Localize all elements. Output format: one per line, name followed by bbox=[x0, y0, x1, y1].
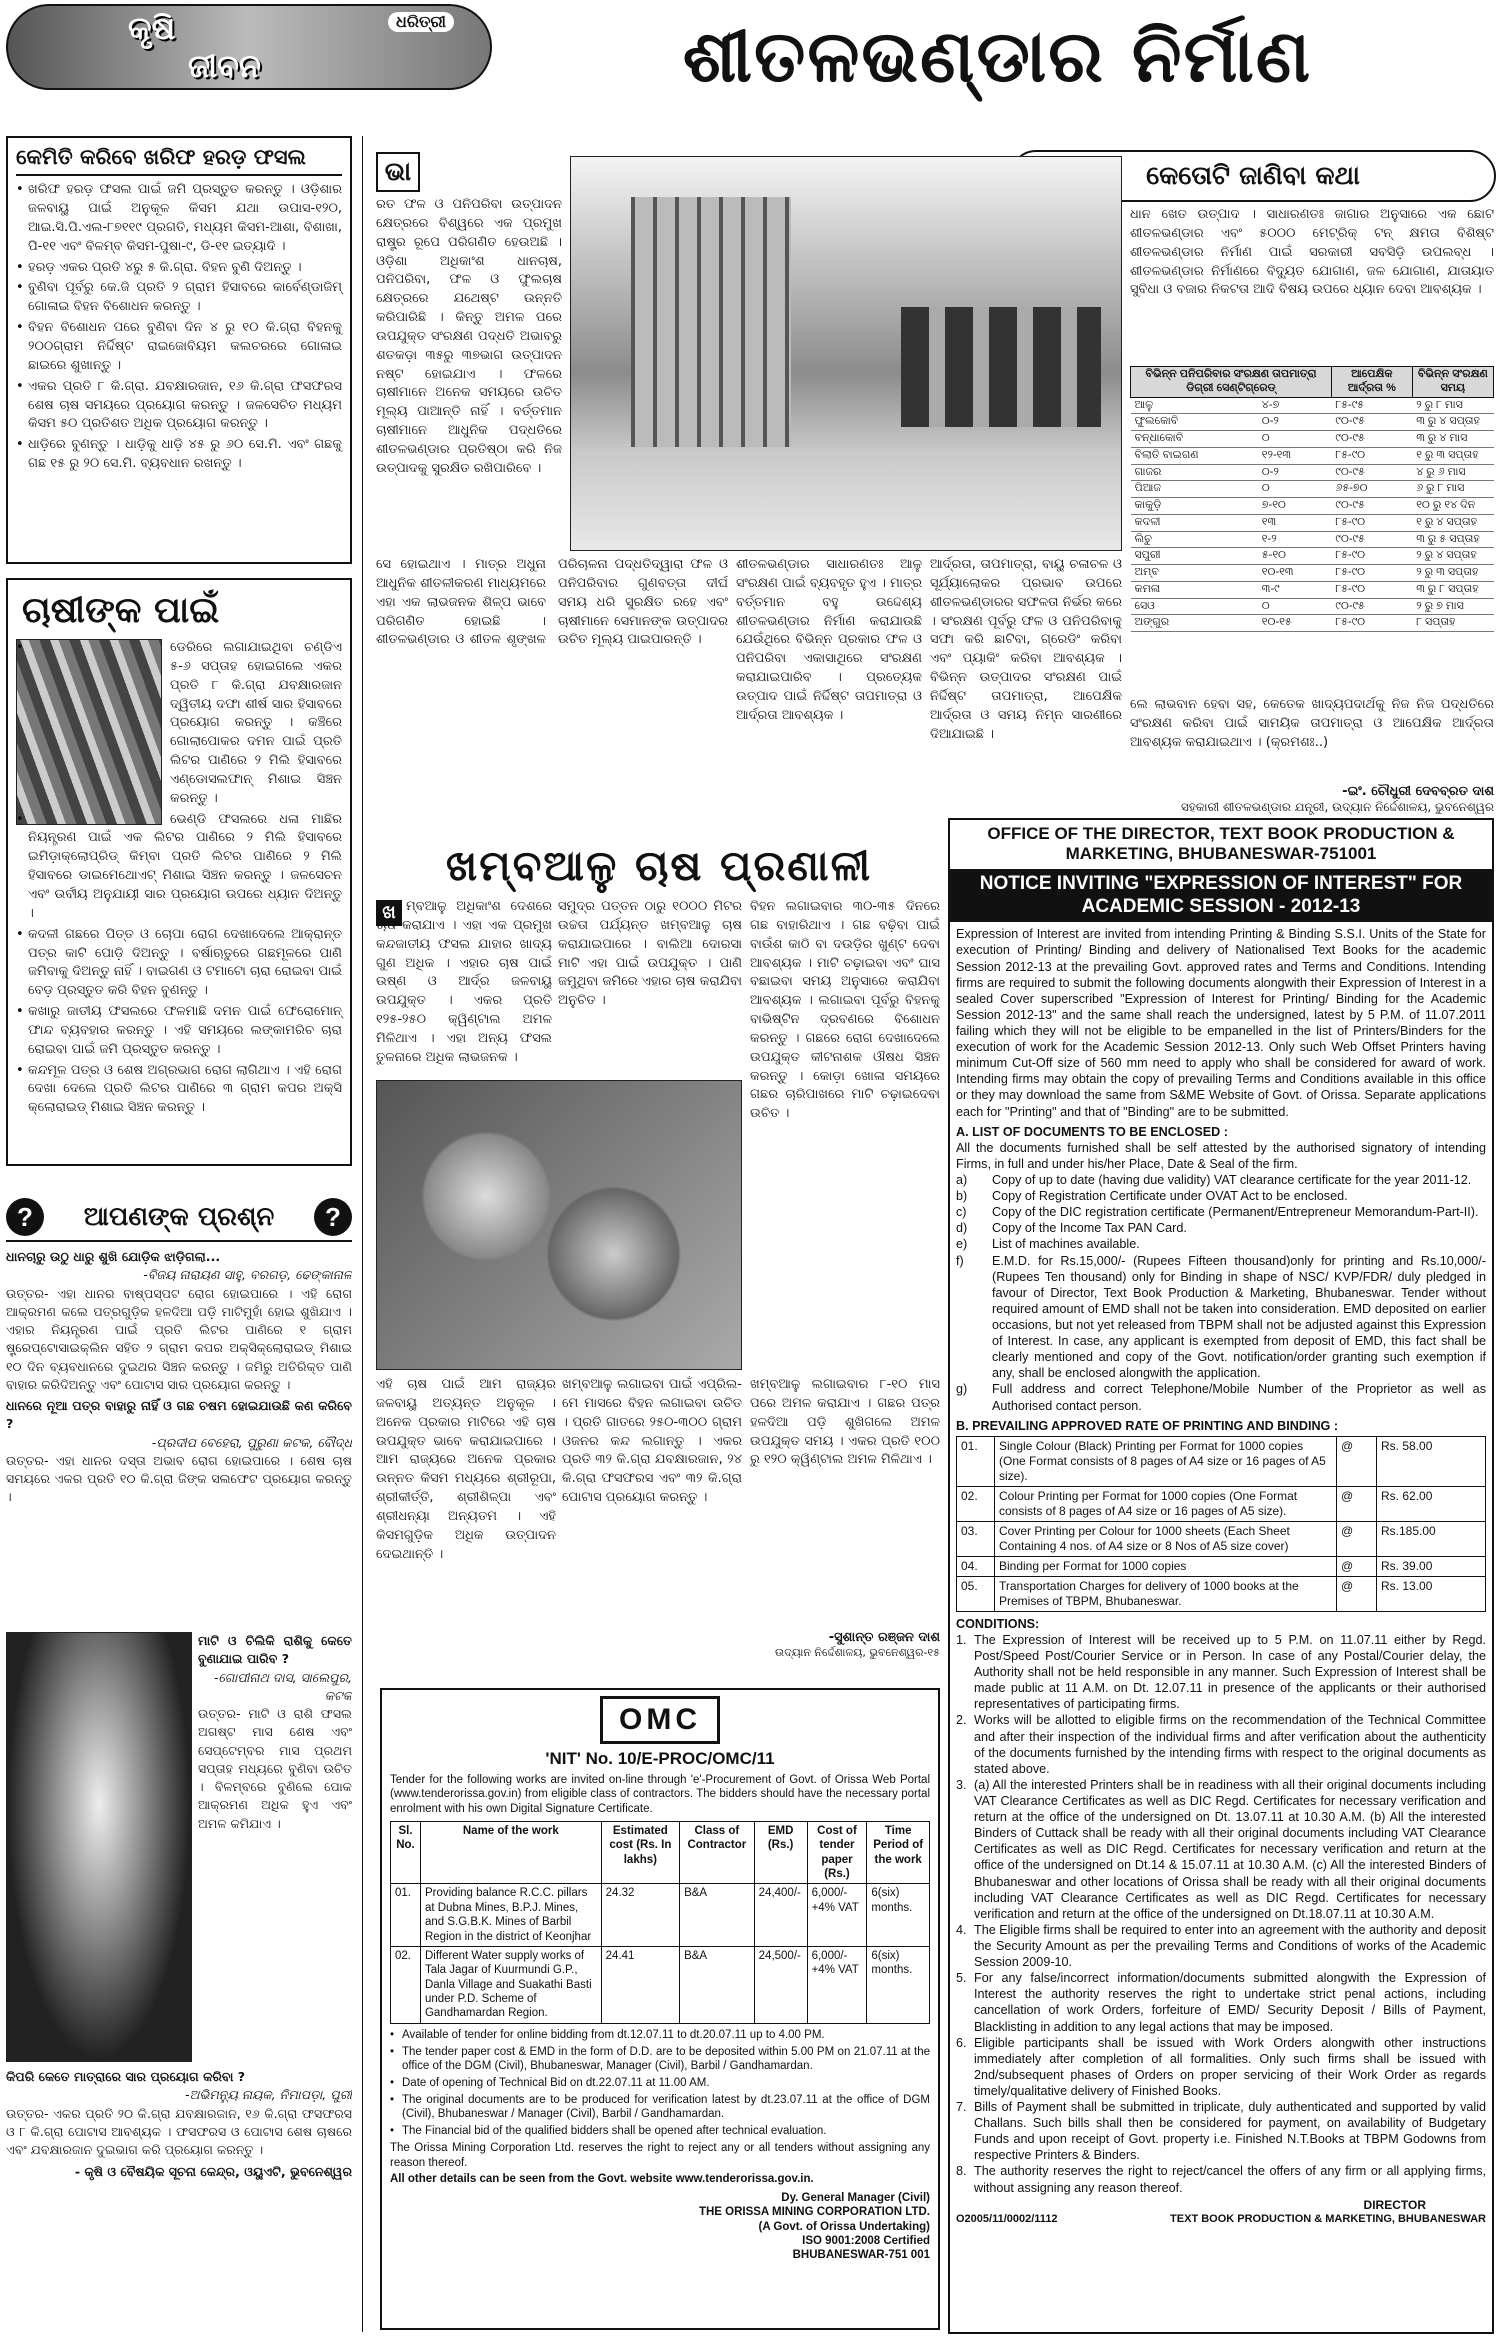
qa-q1-by: -ବିଜୟ ନାରାୟଣ ସାହୁ, ବରଗଡ଼, ଢେଙ୍କାନାଳ bbox=[143, 1267, 352, 1283]
table-cell: ୯୦-୯୫ bbox=[1331, 414, 1412, 431]
table-row bbox=[1131, 464, 1494, 481]
question-mark-icon: ? bbox=[314, 1198, 352, 1236]
rate-row bbox=[957, 1487, 1485, 1522]
rate-at: @ bbox=[1337, 1487, 1377, 1521]
table-header: EMD (Rs.) bbox=[754, 1821, 807, 1884]
qa-q3-by: -ଗୋପୀନାଥ ଦାସ, ସାଲେପୁର, କଟକ bbox=[213, 1669, 352, 1703]
doc-key: f) bbox=[956, 1253, 964, 1268]
omc-sig5: BHUBANESWAR-751 001 bbox=[792, 2249, 930, 2262]
rate-no: 02. bbox=[957, 1487, 995, 1521]
rate-no: 05. bbox=[957, 1577, 995, 1611]
table-cell: ୮୫-୯୦ bbox=[1331, 615, 1412, 632]
cold-col3: ଶୀତଳଭଣ୍ଡାର ସାଧାରଣତଃ ଆଳୁ ସଂରକ୍ଷଣ ପାଇଁ ବ୍ୟବହୃତ ହୁଏ । ମାତ୍ର ବର୍ତ୍ତମାନ ବହୁ ଉଦ୍ଦେଶ୍ୟ ଶୀତଳଭଣ୍ଡାର ନିର୍ମାଣ କରାଯାଉଛି ଯେଉଁଥିରେ ବିଭିନ୍ନ ପ୍ରକାର ଫଳ ଓ ପନିପରିବା ଏକାସାଥିରେ ସଂରକ୍ଷଣ କରାଯାଇପାରିବ । ପ୍ରତ୍ୟେକ ଉତ୍ପାଦ ପାଇଁ ନିର୍ଦ୍ଦିଷ୍ଟ ତାପମାତ୍ରା ଓ ଆର୍ଦ୍ରତା ଆବଶ୍ୟକ । bbox=[736, 557, 922, 723]
condition-no: 7. bbox=[956, 2100, 967, 2115]
qa-a2: ଉତ୍ତର- ଏହା ଧାନର ଦସ୍ତା ଅଭାବ ରୋଗ ହୋଇପାରେ । ଶେଷ ଚାଷ ସମୟରେ ଏକର ପ୍ରତି ୧୦ କି.ଗ୍ରା ଜିଙ୍କ ସଲଫେଟ ପ୍ରୟୋଗ କରନ୍ତୁ । bbox=[6, 1452, 352, 1505]
tbpm-sig-title: DIRECTOR bbox=[1363, 2197, 1426, 2212]
table-cell: ୧ ରୁ ୩ ସପ୍ତାହ bbox=[1412, 447, 1493, 464]
condition-no: 2. bbox=[956, 1713, 967, 1728]
doc-key: d) bbox=[956, 1221, 968, 1236]
table-cell: ୮ ସପ୍ତାହ bbox=[1412, 615, 1493, 632]
omc-sig4: ISO 9001:2008 Certified bbox=[802, 2235, 930, 2248]
yam-bottom-left: ଏହି ଚାଷ ପାଇଁ ଆମ ରାଜ୍ୟର ଜଳବାୟୁ ଅତ୍ୟନ୍ତ ଅନୁକୂଳ । ଅନେକ ପ୍ରକାର ମାଟିରେ ଏହି ଚାଷ ଉପଯୁକ୍ତ ଭାବେ କରାଯାଇପାରେ । ଆମ ରାଜ୍ୟରେ ଅନେକ ପ୍ରକାର ଉନ୍ନତ କିସମ ମଧ୍ୟରେ ଶ୍ରୀରୂପା, ଶ୍ରୀକୀର୍ତ୍ତି, ଶ୍ରୀଶିଳ୍ପା ଏବଂ ଶ୍ରୀଧନ୍ୟା ଅନ୍ୟତମ । ଏହି କିସମଗୁଡ଼ିକ ଅଧିକ ଉତ୍ପାଦନ ଦେଇଥାନ୍ତି । bbox=[376, 1377, 556, 1562]
table-cell: ୩-୯ bbox=[1258, 581, 1332, 598]
qa-q2: ଧାନରେ ନୂଆ ପତ୍ର ବାହାରୁ ନାହିଁ ଓ ଗଛ ଚଷମ ହୋଇଯାଉଛି କଣ କରିବେ ? bbox=[6, 1398, 352, 1432]
rate-amount: Rs. 13.00 bbox=[1381, 1578, 1433, 1593]
condition-item bbox=[956, 1712, 1486, 1776]
list-item: • ଖରିଫ ହରଡ଼ ଫସଲ ପାଇଁ ଜମି ପ୍ରସ୍ତୁତ କରନ୍ତୁ । ଓଡ଼ିଶାର ଜଳବାୟୁ ପାଇଁ ଅନୁକୂଳ କିସମ ଯଥା ଉପାସ-୧୨୦, ଆଇ.ସି.ପି.ଏଲ-୮୭୧୧୯ ପ୍ରଗତି, ମଧ୍ୟମ କିସମ-ଆଶା, ବିଶାଖା, ପି-୧୧ ଏବଂ ବିଳମ୍ବ କିସମ-ପୁଷା-୯, ଡି-୧୧ ଇତ୍ୟାଦି । bbox=[16, 181, 342, 256]
condition-no: 4. bbox=[956, 1922, 967, 1937]
rate-no: 03. bbox=[957, 1522, 995, 1556]
list-item: • ଏକର ପ୍ରତି ୮ କି.ଗ୍ରା. ଯବକ୍ଷାରଜାନ, ୧୬ କି.ଗ୍ରା ଫସଫରସ ଶେଷ ଚାଷ ସମୟରେ ପ୍ରୟୋଗ କରନ୍ତୁ । ଜଳସେଚିତ ମଧ୍ୟମ କିସମ ୫୦ ପ୍ରତିଶତ ଅଧିକ ପ୍ରୟୋଗ କରନ୍ତୁ । bbox=[16, 378, 342, 435]
table-row bbox=[1131, 514, 1494, 531]
rate-amount: Rs. 62.00 bbox=[1381, 1488, 1433, 1503]
table-cell: ୪-୭ bbox=[1258, 397, 1332, 414]
rate-row bbox=[957, 1577, 1485, 1612]
tbpm-rates-title: B. PREVAILING APPROVED RATE OF PRINTING AND BINDING : bbox=[956, 1418, 1339, 1433]
rate-desc: Transportation Charges for delivery of 1000 books at the Premises of TBPM, Bhubaneswar. bbox=[995, 1577, 1337, 1611]
omc-sig3: (A Govt. of Orissa Undertaking) bbox=[758, 2220, 930, 2233]
table-cell: ସପୁରୀ bbox=[1131, 548, 1258, 565]
table-header: ଆପେକ୍ଷିକ ଆର୍ଦ୍ରତା % bbox=[1331, 367, 1412, 398]
omc-notes bbox=[390, 2028, 930, 2139]
table-cell: ଆଳୁ bbox=[1131, 397, 1258, 414]
condition-text: Bills of Payment shall be submitted in triplicate, duly authenticated and supported by valid Challans. Such bills shall then be considered for payment, on availability of Budgetary Funds and upon receipt of Govt. property i.e. Finished N.T.Books at TBPM Godowns from respective Printers & Binders. bbox=[974, 2100, 1486, 2163]
table-cell: ୮୫-୯୦ bbox=[1331, 565, 1412, 582]
table-cell: ୨ ରୁ ୩ ସପ୍ତାହ bbox=[1412, 565, 1493, 582]
rate-at: @ bbox=[1337, 1557, 1377, 1576]
table-cell: ଅମ୍ବ bbox=[1131, 565, 1258, 582]
qa-a4: ଉତ୍ତର- ଏକର ପ୍ରତି ୨୦ କି.ଗ୍ରା ଯବକ୍ଷାରଜାନ, ୧୬ କି.ଗ୍ରା ଫସଫରସ ଓ ୮ କି.ଗ୍ରା ପୋଟାସ ଆବଶ୍ୟକ । ଫସଫରସ ଓ ପୋଟାସ ଶେଷ ଚାଷରେ ଏବଂ ଯବକ୍ଷାରଜାନ ଦୁଇଭାଗ କରି ପ୍ରୟୋଗ କରନ୍ତୁ । bbox=[6, 2105, 352, 2157]
doc-text: Copy of up to date (having due validity) VAT clearance certificate for the year 2011-12. bbox=[992, 1173, 1472, 1188]
table-cell: କମଳା bbox=[1131, 581, 1258, 598]
table-cell: ୧ ରୁ ୪ ସପ୍ତାହ bbox=[1412, 514, 1493, 531]
condition-text: The Expression of Interest will be received up to 5 P.M. on 11.07.11 either by Regd. Post/Speed Post/Courier Service or in Person. In case of any Postal/Courier delay, the Authority shall not be held responsible in any manner. Such Expression of Interest shall be made public at 11 A.M. on Dt. 12.07.11 in presence of the applicants or their authorised representatives of participating firms. bbox=[974, 1632, 1486, 1712]
table-row bbox=[1131, 565, 1494, 582]
sub-banner: କେତୋଟି ଜାଣିବା କଥା bbox=[1010, 150, 1496, 202]
rate-desc: Single Colour (Black) Printing per Format for 1000 copies (One Format consists of 8 pages of A4 size or 16 pages of A5 size). bbox=[995, 1437, 1337, 1486]
tbpm-conditions bbox=[956, 1632, 1486, 2196]
qa-q4-by: -ଅଭିମନ୍ୟୁ ନାୟକ, ନିମାପଡ଼ା, ପୁରୀ bbox=[184, 2087, 352, 2103]
table-cell: ୯୦-୯୫ bbox=[1331, 531, 1412, 548]
table-row bbox=[1131, 447, 1494, 464]
main-title: ଶୀତଳଭଣ୍ଡାର ନିର୍ମାଣ bbox=[682, 14, 1313, 98]
table-cell: 01. bbox=[391, 1884, 421, 1947]
table-cell: ୩ ରୁ ୪ ସପ୍ତାହ bbox=[1412, 414, 1493, 431]
yam-bottom-right: ଖମ୍ବଆଳୁ ଲଗାଇବାର ୮-୧୦ ମାସ ପରେ ଅମଳ କରାଯାଏ । ଗଛର ପତ୍ର ହଳଦିଆ ପଡ଼ି ଶୁଖିଗଲେ ଅମଳ ଉପଯୁକ୍ତ ସମୟ । ଏକର ପ୍ରତି ୧୦୦ ରୁ ୧୨୦ କ୍ୱିଣ୍ଟାଲ ଅମଳ ମିଳିଥାଏ । bbox=[750, 1377, 940, 1468]
qa-q3: ମାଟି ଓ ଚିଲିକି ରାଶିକୁ କେତେ ବୁଣାଯାଇ ପାରିବ ? bbox=[198, 1633, 352, 1667]
tbpm-code: O2005/11/0002/1112 bbox=[956, 2212, 1058, 2225]
cold-byline: -ଇଂ. ଚୌଧୁରୀ ଦେବବ୍ରତ ଦାଶ bbox=[1342, 784, 1494, 799]
masthead-logo bbox=[6, 4, 492, 90]
table-cell: ୨ ରୁ ୪ ସପ୍ତାହ bbox=[1412, 548, 1493, 565]
condition-text: Eligible participants shall be issued with Work Orders alongwith other instructions immediately after completion of all formalities. Only such firms shall be issued with 2nd/subsequent phases of Orders on proper servicing of their Work Order as regards timely/qualitative delivery of Finished Books. bbox=[974, 2035, 1486, 2098]
tbpm-docs-intro: All the documents furnished shall be self attested by the authorised signatory of intending Firms, in full and under his/her Place, Date & Seal of the firm. bbox=[956, 1140, 1486, 1171]
yam-mid: ସମୁଦ୍ର ପତ୍ତନ ଠାରୁ ୧୦୦୦ ମିଟର ଉଚ୍ଚତା ପର୍ଯ୍ୟନ୍ତ ଖମ୍ବଆଳୁ ଚାଷ କରାଯାଇପାରେ । ବାଲିଆ ଦୋରସା ମାଟି ଏହା ପାଇଁ ଉପଯୁକ୍ତ । ପାଣି ଜମୁଥିବା ଜମିରେ ଏହାର ଚାଷ କରାଯିବା ଅନୁଚିତ । bbox=[558, 899, 742, 1009]
table-cell: ୭-୧୦ bbox=[1258, 498, 1332, 515]
table-cell: ୦-୨ bbox=[1258, 464, 1332, 481]
condition-item bbox=[956, 1632, 1486, 1713]
condition-item bbox=[956, 2099, 1486, 2163]
table-header: Cost of tender paper (Rs.) bbox=[807, 1821, 867, 1884]
doc-item bbox=[956, 1253, 1486, 1382]
kharif-box bbox=[6, 136, 352, 564]
table-cell: ୮୫-୯୦ bbox=[1331, 548, 1412, 565]
condition-item bbox=[956, 1777, 1486, 1922]
table-cell: ପିଆଜ bbox=[1131, 481, 1258, 498]
list-item: • କଦଳୀ ଗଛରେ ପିତ୍ତ ଓ ଚୋପା ରୋଗ ଦେଖାଦେଲେ ଆକ୍ରାନ୍ତ ପତ୍ର କାଟି ପୋଡ଼ି ଦିଅନ୍ତୁ । ବର୍ଷାଋତୁରେ ଗଛମୂଳରେ ପାଣି ଜମିବାକୁ ଦିଅନ୍ତୁ ନାହିଁ । ବାଇଗଣ ଓ ଟମାଟୋ ଚାରା ରୋଇବା ପାଇଁ ବେଡ଼ ପ୍ରସ୍ତୁତ କରି ବିହନ ବୁଣନ୍ତୁ । bbox=[16, 926, 342, 1001]
list-item: • କଖାରୁ ଜାତୀୟ ଫସଲରେ ଫଳମାଛି ଦମନ ପାଇଁ ଫେରୋମୋନ୍ ଫାନ୍ଦ ବ୍ୟବହାର କରନ୍ତୁ । ଏହି ସମୟରେ ଲଙ୍କାମରିଚ ଚାରା ରୋଇବା ପାଇଁ ଜମି ପ୍ରସ୍ତୁତ କରନ୍ତୁ । bbox=[16, 1003, 342, 1060]
logo-bottom: ଜୀବନ bbox=[188, 47, 261, 85]
yam-bottom-mid: ଖମ୍ବଆଳୁ ଲଗାଇବା ପାଇଁ ଏପ୍ରିଲ-ମେ ମାସରେ ବିହନ ଲଗାଇବା ଉଚିତ । ପ୍ରତି ଗାତରେ ୨୫୦-୩୦୦ ଗ୍ରାମ ଓଜନର କନ୍ଦ ଲଗାନ୍ତୁ । ଏକର ପ୍ରତି ୩୨ କି.ଗ୍ରା ଯବକ୍ଷାରଜାନ, ୨୪ କି.ଗ୍ରା ଫସଫରସ ଏବଂ ୩୨ କି.ଗ୍ରା ପୋଟାସ ପ୍ରୟୋଗ କରନ୍ତୁ । bbox=[562, 1377, 742, 1506]
table-cell: 24,400/- bbox=[754, 1884, 807, 1947]
rate-at: @ bbox=[1337, 1577, 1377, 1611]
doc-item bbox=[956, 1381, 1486, 1413]
tbpm-cond-title: CONDITIONS: bbox=[956, 1616, 1040, 1631]
qa-credit: - କୃଷି ଓ ବୈଷୟିକ ସୂଚନା କେନ୍ଦ୍ର, ଓୟୁଏଟି, ଭୁବନେଶ୍ୱର bbox=[74, 2164, 352, 2180]
list-item: • ବିହନ ବିଶୋଧନ ପରେ ବୁଣିବା ଦିନ ୪ ରୁ ୧୦ କି.ଗ୍ରା ବିହନକୁ ୨୦୦ଗ୍ରାମ ନିର୍ଦ୍ଦିଷ୍ଟ ରାଇଜୋବିୟମ କଲଚରରେ ଗୋଳାଇ ଛାଇରେ ଶୁଖାନ୍ତୁ । bbox=[16, 319, 342, 376]
table-header: ବିଭିନ୍ନ ସଂରକ୍ଷଣ ସମୟ bbox=[1412, 367, 1493, 398]
list-item: • ବୁଣିବା ପୂର୍ବରୁ କେ.ଜି ପ୍ରତି ୨ ଗ୍ରାମ ହିସାବରେ କାର୍ବେଣ୍ଡାଜିମ୍ ଗୋଳାଇ ବିହନ ବିଶୋଧନ କରନ୍ତୁ । bbox=[16, 279, 342, 317]
table-cell: 24.41 bbox=[601, 1946, 679, 2023]
doc-text: Copy of the DIC registration certificate (Permanent/Entrepreneur Memorandum-Part-II). bbox=[992, 1205, 1479, 1220]
column-divider bbox=[362, 136, 363, 2332]
doc-item bbox=[956, 1220, 1486, 1236]
logo-tag: ଧରିତ୍ରୀ bbox=[388, 12, 454, 32]
table-cell: ୩ ରୁ ୪ ମାସ bbox=[1412, 431, 1493, 448]
condition-no: 3. bbox=[956, 1777, 967, 1792]
table-cell: 02. bbox=[391, 1946, 421, 2023]
list-item: • Available of tender for online bidding from dt.12.07.11 to dt.20.07.11 up to 4.00 PM. bbox=[390, 2028, 930, 2043]
rate-row bbox=[957, 1437, 1485, 1487]
table-row bbox=[1131, 548, 1494, 565]
table-cell: 6(six) months. bbox=[867, 1884, 930, 1947]
table-cell: ୮୫-୯୦ bbox=[1331, 514, 1412, 531]
table-header: Estimated cost (Rs. In lakhs) bbox=[601, 1821, 679, 1884]
rate-at: @ bbox=[1337, 1522, 1377, 1556]
question-mark-icon: ? bbox=[6, 1198, 44, 1236]
logo-top: କୃଷି bbox=[128, 9, 176, 47]
qa-a3: ଉତ୍ତର- ମାଟି ଓ ରାଶି ଫସଲ ଅଗଷ୍ଟ ମାସ ଶେଷ ଏବଂ ସେପ୍ଟେମ୍ବର ମାସ ପ୍ରଥମ ସପ୍ତାହ ମଧ୍ୟରେ ବୁଣିବା ଉଚିତ । ବିଳମ୍ବରେ ବୁଣିଲେ ପୋକ ଆକ୍ରମଣ ଅଧିକ ହୁଏ ଏବଂ ଅମଳ କମିଯାଏ । bbox=[198, 1706, 352, 1831]
cold-right-bottom: ଲେ ଲାଭବାନ ହେବା ସହ, କେତେକ ଖାଦ୍ୟପଦାର୍ଥକୁ ନିଜ ନିଜ ପଦ୍ଧତିରେ ସଂରକ୍ଷଣ କରିବା ପାଇଁ ସାମୟିକ ତାପମାତ୍ରା ଓ ଆପେକ୍ଷିକ ଆର୍ଦ୍ରତା ଆବଶ୍ୟକ କରାଯାଇଥାଏ । (କ୍ରମଶଃ..) bbox=[1130, 697, 1494, 750]
doc-item bbox=[956, 1188, 1486, 1204]
table-header: Sl. No. bbox=[391, 1821, 421, 1884]
table-cell: ୧୦ ରୁ ୧୪ ଦିନ bbox=[1412, 498, 1493, 515]
list-item: • The Financial bid of the qualified bidders shall be opened after technical evaluation. bbox=[390, 2124, 930, 2139]
condition-no: 8. bbox=[956, 2164, 967, 2179]
table-cell: 6,000/- +4% VAT bbox=[807, 1884, 867, 1947]
table-header: Name of the work bbox=[420, 1821, 601, 1884]
table-row bbox=[1131, 531, 1494, 548]
omc-reserve: The Orissa Mining Corporation Ltd. reserves the right to reject any or all tenders without assigning any reason thereof. bbox=[390, 2141, 930, 2169]
yam-byline-role: ଉଦ୍ୟାନ ନିର୍ଦ୍ଦେଶାଳୟ, ଭୁବନେଶ୍ୱର-୧୫ bbox=[775, 1646, 940, 1660]
omc-logo: OMC bbox=[600, 1696, 720, 1744]
cold-byline-role: ସହକାରୀ ଶୀତଳଭଣ୍ଡାର ଯନ୍ତ୍ରୀ, ଉଦ୍ୟାନ ନିର୍ଦ୍ଦେଶାଳୟ, ଭୁବନେଶ୍ୱର bbox=[1181, 800, 1494, 815]
table-cell: ୨ ରୁ ୭ ମାସ bbox=[1412, 598, 1493, 615]
doc-key: a) bbox=[956, 1173, 968, 1188]
table-row bbox=[1131, 615, 1494, 632]
table-cell: ୮୫-୯୫ bbox=[1331, 397, 1412, 414]
tbpm-intro: Expression of Interest are invited from intending Printing & Binding S.S.I. Units of the State for execution of Printing/ Binding and delivery of Nationalised Text Books for the academic Session 2012-13 at the prevailing Govt. approved rates and Terms and Conditions. Intending firms are required to submit the following documents alongwith their Expression of Interest in a sealed Cover superscribed "Expression of Interest for Printing/ Binding for the Academic Session 2012-13" and the same shall reach the undersigned, latest by 5 P.M. of 11.07.2011 failing which they will not be eligible to be empanelled in the list of Printers/Binders for the execution of work for the Academic Session 2012-13. Only such Web Offset Printers having minimum Cut-Off size of 560 mm need to apply who shall be considered for award of work. Intending firms may obtain the copy of prevailing Terms and Conditions available in this office or they may download the same from S&ME Website of Govt. of Orissa. Separate applications each for "Printing" and that of "Binding" are to be submitted. bbox=[956, 927, 1486, 1119]
cold-col2: ସେ ହୋଇଥାଏ । ମାତ୍ର ଅଧୁନା ଆଧୁନିକ ଶୀତଳୀକରଣ ମାଧ୍ୟମରେ ଏହା ଏକ ଲାଭଜନକ ଶିଳ୍ପ ଭାବେ ପରିଗଣିତ ହୋଇଛି । ଶୀତଳଭଣ୍ଡାର ଓ ଶୀତଳ ଶୃଙ୍ଖଳ ପରିଚାଳନା ପଦ୍ଧତିଦ୍ୱାରା ଫଳ ଓ ପନିପରିବାର ଗୁଣବତ୍ତା ଦୀର୍ଘ ସମୟ ଧରି ସୁରକ୍ଷିତ ରହେ ଏବଂ ଚାଷୀମାନେ ସେମାନଙ୍କ ଉତ୍ପାଦର ଉଚିତ ମୂଲ୍ୟ ପାଇପାରନ୍ତି । bbox=[376, 557, 728, 648]
table-cell: 24,500/- bbox=[754, 1946, 807, 2023]
omc-table bbox=[390, 1821, 930, 2024]
yam-byline-box bbox=[750, 1630, 940, 1676]
condition-item bbox=[956, 2035, 1486, 2099]
cold-storage-photo bbox=[570, 156, 1122, 551]
doc-key: c) bbox=[956, 1205, 967, 1220]
yam-title: ଖମ୍ବଆଳୁ ଚାଷ ପ୍ରଣାଳୀ bbox=[445, 841, 873, 890]
qa-side bbox=[198, 1632, 352, 2062]
rate-desc: Cover Printing per Colour for 1000 sheets (Each Sheet Containing 4 nos. of A4 size or 8 Nos of A5 size cover) bbox=[995, 1522, 1337, 1556]
cold-col4: ଆର୍ଦ୍ରତା, ତାପମାତ୍ରା, ବାୟୁ ଚଳାଚଳ ଓ ସୂର୍ଯ୍ୟାଲୋକର ପ୍ରଭାବ ଉପରେ ଶୀତଳଭଣ୍ଡାରର ସଫଳତା ନିର୍ଭର କରେ । ସଂରକ୍ଷଣ ପୂର୍ବରୁ ଫଳ ଓ ପନିପରିବାକୁ ସଫା କରି ଛାଟିବା, ଗ୍ରେଡିଂ କରିବା ଏବଂ ପ୍ୟାକିଂ କରିବା ଆବଶ୍ୟକ । ବିଭିନ୍ନ ଉତ୍ପାଦର ସଂରକ୍ଷଣ ପାଇଁ ନିର୍ଦ୍ଦିଷ୍ଟ ତାପମାତ୍ରା, ଆପେକ୍ଷିକ ଆର୍ଦ୍ରତା ଓ ସମୟ ନିମ୍ନ ସାରଣୀରେ ଦିଆଯାଇଛି । bbox=[930, 557, 1122, 742]
qa-bottom bbox=[6, 2068, 352, 2330]
table-cell: ୧୩ bbox=[1258, 514, 1332, 531]
doc-text: E.M.D. for Rs.15,000/- (Rupees Fifteen thousand)only for printing and Rs.10,000/- (Rupees Ten thousand) only for Binding in shape of NSC/ KVP/FDR/ duly pledged in favour of Director, Text Book Production & Marketing, Bhubaneswar. Tender without required amount of EMD shall not be taken into consideration. EMD deposited on earlier occasions, but not yet released from TBPM shall not be adjusted against this Expression of Interest. In case, any applicant is exempted from deposit of EMD, this fact shall be clearly mentioned and copy of the Govt. notification/order granting such exemption if any, shall be enclosed alongwith the application. bbox=[992, 1253, 1486, 1381]
omc-tender bbox=[380, 1688, 940, 2330]
condition-item bbox=[956, 2163, 1486, 2195]
doc-item bbox=[956, 1204, 1486, 1220]
cold-col1: ରତ ଫଳ ଓ ପନିପରିବା ଉତ୍ପାଦନ କ୍ଷେତ୍ରରେ ବିଶ୍ୱରେ ଏକ ପ୍ରମୁଖ ରାଷ୍ଟ୍ର ରୂପେ ପରିଗଣିତ ହେଉଅଛି । ଓଡ଼ିଶା ଅଧିକାଂଶ ଧାନଚାଷ, ପନିପରିବା, ଫଳ ଓ ଫୁଲଚାଷ କ୍ଷେତ୍ରରେ ଯଥେଷ୍ଟ ଉନ୍ନତି କରିପାରିଛି । କିନ୍ତୁ ଅମଳ ପରେ ଉପଯୁକ୍ତ ସଂରକ୍ଷଣ ପଦ୍ଧତି ଅଭାବରୁ ଶତକଡ଼ା ୩୫ରୁ ୩୭ଭାଗ ଉତ୍ପାଦନ ନଷ୍ଟ ହୋଇଯାଏ । ଫଳରେ ଚାଷୀମାନେ ଅନେକ ସମୟରେ ଉଚିତ ମୂଲ୍ୟ ପାଆନ୍ତି ନାହିଁ । ବର୍ତ୍ତମାନ ଚାଷୀମାନେ ଆଧୁନିକ ପଦ୍ଧତିରେ ଶୀତଳଭଣ୍ଡାର ପ୍ରତିଷ୍ଠା କରି ନିଜ ଉତ୍ପାଦକୁ ସୁରକ୍ଷିତ ରଖିପାରିବେ । bbox=[376, 197, 562, 476]
list-item: • ଡେରିରେ ଲଗାଯାଇଥିବା ଚଣ୍ଡିଏ ୫-୬ ସପ୍ତାହ ହୋଇଗଲେ ଏକର ପ୍ରତି ୮ କି.ଗ୍ରା ଯବକ୍ଷାରଜାନ ଦ୍ୱିତୀୟ ଦଫା ଶୀର୍ଷ ସାର ହିସାବରେ ପ୍ରୟୋଗ କରନ୍ତୁ । କଞ୍ଚିରେ ଗୋଲାପୋକର ଦମନ ପାଇଁ ପ୍ରତି ଲିଟର ପାଣିରେ ୨ ମିଲି ହିସାବରେ ଏଣ୍ଡୋସଲଫାନ୍ ମିଶାଇ ସିଞ୍ଚନ କରନ୍ତୁ । bbox=[16, 639, 342, 809]
table-row bbox=[391, 1884, 930, 1947]
table-cell: କାକୁଡ଼ି bbox=[1131, 498, 1258, 515]
condition-item bbox=[956, 1922, 1486, 1970]
table-cell: ୬୫-୭୦ bbox=[1331, 481, 1412, 498]
doc-text: List of machines available. bbox=[992, 1237, 1140, 1252]
tbpm-rates bbox=[956, 1436, 1486, 1612]
table-cell: ବିଲାତି ବାଇଗଣ bbox=[1131, 447, 1258, 464]
rate-row bbox=[957, 1557, 1485, 1577]
rate-desc: Colour Printing per Format for 1000 copies (One Format consists of 8 pages of A4 size or 16 pages of A5 size). bbox=[995, 1487, 1337, 1521]
table-cell: 6(six) months. bbox=[867, 1946, 930, 2023]
qa-q2-by: -ପ୍ରଦୀପ ବେହେରା, ପୁରୁଣା କଟକ, ବୌଦ୍ଧ bbox=[151, 1434, 352, 1450]
doc-key: g) bbox=[956, 1382, 968, 1397]
condition-no: 5. bbox=[956, 1971, 967, 1986]
table-row bbox=[391, 1946, 930, 2023]
list-item: • ହରଡ଼ ଏକର ପ୍ରତି ୪ରୁ ୫ କି.ଗ୍ରା. ବିହନ ବୁଣି ଦିଅନ୍ତୁ । bbox=[16, 259, 342, 278]
omc-website: All other details can be seen from the Govt. website www.tenderorissa.gov.in. bbox=[390, 2173, 814, 2186]
table-row bbox=[1131, 431, 1494, 448]
table-header: Time Period of the work bbox=[867, 1821, 930, 1884]
table-row bbox=[1131, 481, 1494, 498]
list-item: • The original documents are to be produced for verification latest by dt.23.07.11 at the office of DGM (Civil), Bhubaneswar / Manager (Civil), Barbil / Gandhamardan. bbox=[390, 2093, 930, 2122]
omc-intro: Tender for the following works are invited on-line through 'e'-Procurement of Govt. of Orissa Web Portal (www.tenderorissa.gov.in) from eligible class of contractors. The bidders should have the necessary portal enrolment with his own Digital Signature Certificate. bbox=[390, 1773, 930, 1816]
condition-text: Works will be allotted to eligible firms on the recommendation of the Technical Committee and after their inspection of the individual firms and after verification about the authenticity of the documents furnished by the intending firms with respect to the original documents as stated above. bbox=[974, 1713, 1486, 1776]
list-item: • ଧାଡ଼ିରେ ବୁଣନ୍ତୁ । ଧାଡ଼ିକୁ ଧାଡ଼ି ୪୫ ରୁ ୬୦ ସେ.ମି. ଏବଂ ଗଛକୁ ଗଛ ୧୫ ରୁ ୨୦ ସେ.ମି. ବ୍ୟବଧାନ ରଖନ୍ତୁ । bbox=[16, 436, 342, 474]
table-cell: ୩ ରୁ ୫ ସପ୍ତାହ bbox=[1412, 531, 1493, 548]
yam-byline: -ସୁଶାନ୍ତ ରଞ୍ଜନ ଦାଶ bbox=[828, 1630, 940, 1645]
condition-item bbox=[956, 1970, 1486, 2034]
condition-text: The authority reserves the right to reject/cancel the offers of any firm or all applying firms, without assigning any reason thereof. bbox=[974, 2164, 1486, 2195]
table-cell: ଅଙ୍ଗୁର bbox=[1131, 615, 1258, 632]
table-cell: ୪ ରୁ ୬ ମାସ bbox=[1412, 464, 1493, 481]
table-row bbox=[1131, 498, 1494, 515]
qa-a1: ଉତ୍ତର- ଏହା ଧାନର ବାଷ୍ପସ୍ପଟ ରୋଗ ହୋଇପାରେ । ଏହି ରୋଗ ଆକ୍ରମଣ କଲେ ପତ୍ରଗୁଡ଼ିକ ହଳଦିଆ ପଡ଼ି ମାଟିମୁହାଁ ହୋଇ ଶୁଖିଯାଏ । ଏହାର ନିୟନ୍ତ୍ରଣ ପାଇଁ ପ୍ରତି ଲିଟର ପାଣିରେ ୧ ଗ୍ରାମ ଷ୍ଟ୍ରେପ୍ଟୋସାଇକ୍ଲିନ ସହିତ ୨ ଗ୍ରାମ କପର ଅକ୍ସିକ୍ଲୋରାଇଡ୍ ମିଶାଇ ୧୦ ଦିନ ବ୍ୟବଧାନରେ ଦୁଇଥର ସିଞ୍ଚନ କରନ୍ତୁ । ଜମିରୁ ଅତିରିକ୍ତ ପାଣି ବାହାର କରିଦିଅନ୍ତୁ ଏବଂ ପୋଟାସ ସାର ପ୍ରୟୋଗ କରନ୍ତୁ । bbox=[6, 1285, 352, 1392]
table-cell: ୧୦-୧୫ bbox=[1258, 615, 1332, 632]
table-cell: ୮୫-୯୦ bbox=[1331, 581, 1412, 598]
farmers-box bbox=[6, 578, 352, 1166]
table-row bbox=[1131, 598, 1494, 615]
table-cell: ବନ୍ଧାକୋବି bbox=[1131, 431, 1258, 448]
table-cell: ସେଓ bbox=[1131, 598, 1258, 615]
table-cell: ୧୦-୧୩ bbox=[1258, 565, 1332, 582]
cold-drop-cap: ଭା bbox=[376, 152, 420, 192]
tbpm-docs-title: A. LIST OF DOCUMENTS TO BE ENCLOSED : bbox=[956, 1124, 1228, 1139]
storage-table-box bbox=[1130, 366, 1494, 692]
condition-text: For any false/incorrect information/documents submitted alongwith the Expression of Interest the authority reserves the right to undertake strict penal actions, including cancellation of work Orders, forfeiture of EMD/ Security Deposit / Bills of Payment, Blacklisting in addition to any legal actions that may be imposed. bbox=[974, 1971, 1486, 2034]
qa-q1: ଧାନଚାରୁ ଉଠୁ ଧାରୁ ଶୁଖି ଯୋଡ଼ିକ ଝାଡ଼ିଗଲା... bbox=[6, 1249, 221, 1264]
table-cell: Different Water supply works of Tala Jagar of Kuurmundi G.P., Danla Village and Suakathi Basti under P.D. Scheme of Gandhamardan Region. bbox=[420, 1946, 601, 2023]
condition-text: The Eligible firms shall be required to enter into an agreement with the authority and deposit the Security Amount as per the prevailing Terms and Conditions of works of the Academic Session 2009-10. bbox=[974, 1922, 1486, 1970]
rate-at: @ bbox=[1337, 1437, 1377, 1486]
qa-title: ଆପଣଙ୍କ ପ୍ରଶ୍ନ bbox=[83, 1201, 275, 1232]
rate-no: 01. bbox=[957, 1437, 995, 1486]
list-item: • Date of opening of Technical Bid on dt.22.07.11 at 11.00 AM. bbox=[390, 2076, 930, 2091]
qa-body bbox=[6, 1248, 352, 1628]
doc-text: Copy of Registration Certificate under OVAT Act to be enclosed. bbox=[992, 1189, 1348, 1204]
yam-photo bbox=[376, 1080, 742, 1370]
table-cell: ୩ ରୁ ୮ ସପ୍ତାହ bbox=[1412, 581, 1493, 598]
doc-item bbox=[956, 1236, 1486, 1252]
condition-no: 1. bbox=[956, 1632, 967, 1647]
cold-right-top: ଧାନ ଖେତ ଉତ୍ପାଦ । ସାଧାରଣତଃ ଜାଗାର ଅନୁସାରେ ଏକ ଛୋଟ ଶୀତଳଭଣ୍ଡାର ଏବଂ ୫୦୦୦ ମେଟ୍ରିକ୍ ଟନ୍ କ୍ଷମତା ବିଶିଷ୍ଟ ଶୀତଳଭଣ୍ଡାର ନିର୍ମାଣ ପାଇଁ ସରକାରୀ ସବସିଡ଼ି ଉପଲବ୍ଧ । ଶୀତଳଭଣ୍ଡାର ନିର୍ମାଣରେ ବିଦ୍ୟୁତ ଯୋଗାଣ, ଜଳ ଯୋଗାଣ, ଯାତାୟାତ ସୁବିଧା ଓ ବଜାର ନିକଟତା ଆଦି ବିଷୟ ଉପରେ ଧ୍ୟାନ ଦେବା ଆବଶ୍ୟକ । bbox=[1130, 207, 1494, 298]
condition-no: 6. bbox=[956, 2035, 967, 2050]
seedling-photo bbox=[6, 1632, 192, 2062]
rate-amount: Rs. 39.00 bbox=[1381, 1558, 1433, 1573]
doc-text: Full address and correct Telephone/Mobile Number of the Proprietor as well as Authorised contact person. bbox=[992, 1382, 1486, 1413]
rate-desc: Binding per Format for 1000 copies bbox=[995, 1557, 1337, 1576]
table-cell: ଫୁଲକୋବି bbox=[1131, 414, 1258, 431]
doc-key: e) bbox=[956, 1237, 968, 1252]
table-cell: B&A bbox=[680, 1884, 755, 1947]
doc-key: b) bbox=[956, 1189, 968, 1204]
table-cell: ୯୦-୯୫ bbox=[1331, 431, 1412, 448]
table-cell: ୨ ରୁ ୮ ମାସ bbox=[1412, 397, 1493, 414]
table-cell: ୫-୧୦ bbox=[1258, 548, 1332, 565]
table-row bbox=[1131, 414, 1494, 431]
doc-item bbox=[956, 1172, 1486, 1188]
table-cell: ୦ bbox=[1258, 431, 1332, 448]
table-cell: ଗାଜର bbox=[1131, 464, 1258, 481]
yam-intro: ମ୍ବଆଳୁ ଅଧିକାଂଶ ଦେଶରେ ଚାଷ କରାଯାଏ । ଏହା ଏକ ପ୍ରମୁଖ କନ୍ଦଜାତୀୟ ଫସଲ ଯାହାର ଖାଦ୍ୟ ଗୁଣ ଅଧିକ । ଏହାର ଚାଷ ପାଇଁ ଉଷ୍ଣ ଓ ଆର୍ଦ୍ର ଜଳବାୟୁ ଉପଯୁକ୍ତ । ଏକର ପ୍ରତି ୧୨୫-୨୫୦ କ୍ୱିଣ୍ଟାଲ ଅମଳ ମିଳିଥାଏ । ଏହା ଅନ୍ୟ ଫସଲ ତୁଳନାରେ ଅଧିକ ଲାଭଜନକ । bbox=[376, 899, 552, 1065]
table-cell: Providing balance R.C.C. pillars at Dubna Mines, B.P.J. Mines, and S.G.B.K. Mines of Barbil Region in the district of Keonjhar bbox=[420, 1884, 601, 1947]
table-cell: ୧-୨ bbox=[1258, 531, 1332, 548]
rate-amount: Rs. 58.00 bbox=[1381, 1438, 1433, 1453]
list-item: • ଭେଣ୍ଡି ଫସଲରେ ଧଳା ମାଛିର ନିୟନ୍ତ୍ରଣ ପାଇଁ ଏକ ଲିଟର ପାଣିରେ ୨ ମିଲି ହିସାବରେ ଇମିଡ଼ାକ୍ଲୋପ୍ରିଡ୍ କିମ୍ବା ପ୍ରତି ଲିଟର ପାଣିରେ ୨ ମିଲି ହିସାବରେ ଡାଇମେଥୋଏଟ୍ ମିଶାଇ ସିଞ୍ଚନ କରନ୍ତୁ । ଜଳସେଚନ ଏବଂ ଉର୍ବୀୟ ଅନୁଯାୟୀ ସାର ପ୍ରୟୋଗ ଉପରେ ଧ୍ୟାନ ଦିଅନ୍ତୁ । bbox=[16, 811, 342, 924]
table-cell: ୦ bbox=[1258, 598, 1332, 615]
table-header: Class of Contractor bbox=[680, 1821, 755, 1884]
tbpm-sig-org: TEXT BOOK PRODUCTION & MARKETING, BHUBANESWAR bbox=[1170, 2212, 1486, 2225]
kharif-list bbox=[16, 181, 342, 474]
table-header: ବିଭିନ୍ନ ପନିପରିବାର ସଂରକ୍ଷଣ ତାପମାତ୍ରା ଡିଗ୍ରୀ ସେଣ୍ଟିଗ୍ରେଡ୍ bbox=[1131, 367, 1332, 398]
omc-nit: 'NIT' No. 10/E-PROC/OMC/11 bbox=[545, 1748, 775, 1768]
table-cell: ୧୨-୧୩ bbox=[1258, 447, 1332, 464]
farmers-title: ଚାଷୀଙ୍କ ପାଇଁ bbox=[22, 590, 220, 631]
table-cell: କଦଳୀ bbox=[1131, 514, 1258, 531]
omc-sig2: THE ORISSA MINING CORPORATION LTD. bbox=[698, 2206, 930, 2219]
table-cell: 6,000/- +4% VAT bbox=[807, 1946, 867, 2023]
table-cell: ୬ ରୁ ୮ ମାସ bbox=[1412, 481, 1493, 498]
table-cell: ୯୦-୯୫ bbox=[1331, 464, 1412, 481]
list-item: • The tender paper cost & EMD in the form of D.D. are to be deposited within 5.00 PM on 21.07.11 at the office of the DGM (Civil), Bhubaneswar, Manager (Civil), Barbil / Gandhamardan. bbox=[390, 2045, 930, 2074]
yam-drop-cap: ଖ bbox=[376, 900, 402, 926]
condition-text: (a) All the interested Printers shall be in readiness with all their original documents including VAT Clearance Certificates as well as DIC Regd. Certificates for necessary verification and return at the office of the undersigned on Dt. 13.07.11 at 10.30 A.M. (b) All the interested Binders of Cuttack shall be ready with all their original documents including VAT Clearance Certificates as well as DIC Regd. Certificates for necessary verification and return at the office of the undersigned on Dt.14 & 15.07.11 at 10.30 A.M. (c) All the interested Binders of Bhubaneswar and other locations of Orissa shall be ready with all their original documents including VAT Clearance Certificates as well as DIC Regd. Certificates for necessary verification and return at the office of the undersigned on Dt.18.07.11 at 10.30 A.M. bbox=[974, 1777, 1486, 1921]
storage-table bbox=[1130, 366, 1494, 632]
omc-sig1: Dy. General Manager (Civil) bbox=[781, 2191, 930, 2204]
table-cell: ୮୫-୯୦ bbox=[1331, 447, 1412, 464]
tbpm-docs bbox=[956, 1172, 1486, 1414]
table-row bbox=[1131, 397, 1494, 414]
tbpm-notice-title: NOTICE INVITING "EXPRESSION OF INTEREST" FOR ACADEMIC SESSION - 2012-13 bbox=[950, 869, 1492, 923]
table-cell: ଲିଚୁ bbox=[1131, 531, 1258, 548]
qa-header bbox=[6, 1194, 352, 1242]
farmers-list bbox=[16, 639, 342, 1118]
table-cell: ୯୦-୯୫ bbox=[1331, 498, 1412, 515]
yam-right: ବିହନ ଲଗାଇବାର ୩୦-୩୫ ଦିନରେ ଗଛ ବାହାରିଥାଏ । ଗଛ ବଢ଼ିବା ପାଇଁ ବାଉଁଶ କାଠି ବା ଦଉଡ଼ିର ଖୁଣ୍ଟ ଦେବା ଆବଶ୍ୟକ । ମାଟି ଚଢ଼ାଇବା ଏବଂ ଘାସ ବଛାଇବା ସମୟ ଅନୁସାରେ କରାଯିବା ଆବଶ୍ୟକ । ଲଗାଇବା ପୂର୍ବରୁ ବିହନକୁ ବାଭିଷ୍ଟିନ ଦ୍ରବଣରେ ବିଶୋଧନ କରନ୍ତୁ । ଗଛରେ ରୋଗ ଦେଖାଦେଲେ ଉପଯୁକ୍ତ କୀଟନାଶକ ଔଷଧ ସିଞ୍ଚନ କରନ୍ତୁ । କୋଡ଼ା ଖୋଳା ସମୟରେ ଗଛର ଚାରିପାଖରେ ମାଟି ଚଢ଼ାଇଦେବା ଉଚିତ । bbox=[750, 899, 940, 1122]
table-row bbox=[1131, 581, 1494, 598]
tbpm-office: OFFICE OF THE DIRECTOR, TEXT BOOK PRODUCTION & MARKETING, BHUBANESWAR-751001 bbox=[987, 824, 1455, 864]
tbpm-notice bbox=[948, 818, 1494, 2334]
rate-amount: Rs.185.00 bbox=[1381, 1523, 1436, 1538]
table-cell: B&A bbox=[680, 1946, 755, 2023]
table-cell: 24.32 bbox=[601, 1884, 679, 1947]
rate-row bbox=[957, 1522, 1485, 1557]
list-item: • କନ୍ଦମୂଳ ପତ୍ର ଓ ଶେଷ ଅଗ୍ରଭାଗ ରୋଗ ଲାଗିଥାଏ । ଏହି ରୋଗ ଦେଖା ଦେଲେ ପ୍ରତି ଲିଟର ପାଣିରେ ୩ ଗ୍ରାମ କପର ଅକ୍ସି କ୍ଲୋରାଇଡ୍ ମିଶାଇ ସିଞ୍ଚନ କରନ୍ତୁ । bbox=[16, 1062, 342, 1119]
kharif-title: କେମିତି କରିବେ ଖରିଫ ହରଡ଼ ଫସଲ bbox=[16, 144, 342, 176]
doc-text: Copy of the Income Tax PAN Card. bbox=[992, 1221, 1187, 1236]
table-cell: ୦-୨ bbox=[1258, 414, 1332, 431]
table-cell: ୦ bbox=[1258, 481, 1332, 498]
qa-q4: କିପରି କେତେ ମାତ୍ରାରେ ସାର ପ୍ରୟୋଗ କରିବା ? bbox=[6, 2069, 246, 2084]
table-cell: ୯୦-୯୫ bbox=[1331, 598, 1412, 615]
rate-no: 04. bbox=[957, 1557, 995, 1576]
